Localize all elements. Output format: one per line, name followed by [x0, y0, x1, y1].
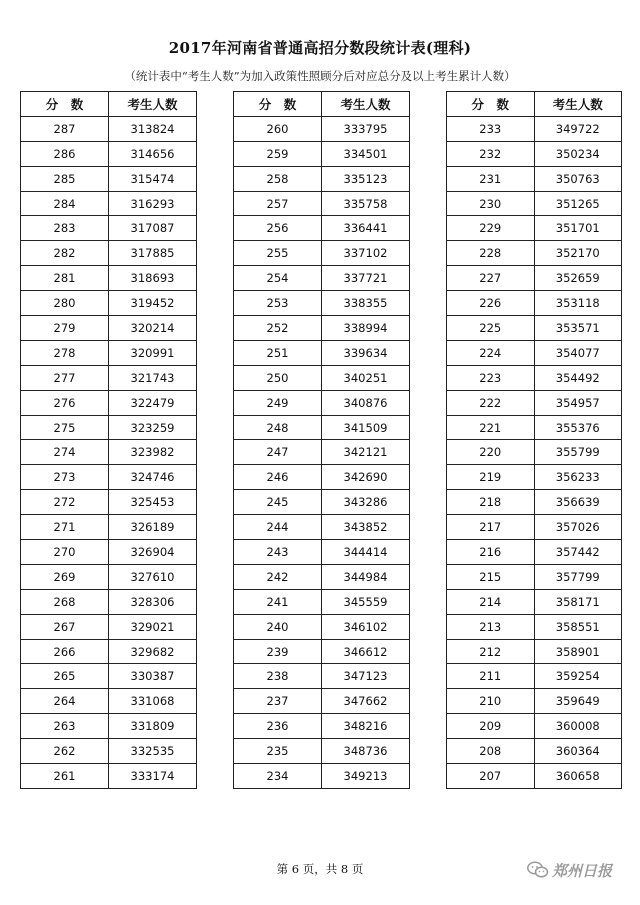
score-cell: 223 [447, 365, 535, 390]
table-row [21, 291, 197, 316]
score-cell: 238 [234, 664, 322, 689]
score-cell: 211 [447, 664, 535, 689]
count-cell: 329682 [109, 639, 197, 664]
table-row [447, 714, 622, 739]
score-cell: 270 [21, 540, 109, 565]
count-cell: 360658 [534, 764, 622, 789]
table-row [447, 639, 622, 664]
count-cell: 337102 [322, 241, 410, 266]
count-cell: 354957 [534, 390, 622, 415]
table-row [447, 390, 622, 415]
table-row [234, 390, 410, 415]
count-cell: 350763 [534, 166, 622, 191]
table-row [234, 490, 410, 515]
score-cell: 235 [234, 739, 322, 764]
score-cell: 287 [21, 116, 109, 141]
score-cell: 274 [21, 440, 109, 465]
count-cell: 350234 [534, 141, 622, 166]
count-cell: 333174 [109, 764, 197, 789]
table-row [234, 166, 410, 191]
score-cell: 280 [21, 291, 109, 316]
table-row [447, 316, 622, 341]
score-cell: 252 [234, 316, 322, 341]
score-cell: 232 [447, 141, 535, 166]
table-row [447, 415, 622, 440]
score-cell: 247 [234, 440, 322, 465]
page-footer: 第 6 页，共 8 页 [276, 862, 364, 876]
score-cell: 256 [234, 216, 322, 241]
table-row [447, 465, 622, 490]
table-row [447, 191, 622, 216]
count-column-header: 考生人数 [534, 92, 622, 117]
score-column-header: 分 数 [21, 92, 109, 117]
score-cell: 216 [447, 540, 535, 565]
score-cell: 279 [21, 316, 109, 341]
count-cell: 347662 [322, 689, 410, 714]
table-row [21, 216, 197, 241]
count-cell: 322479 [109, 390, 197, 415]
table-row [234, 664, 410, 689]
count-cell: 334501 [322, 141, 410, 166]
score-cell: 234 [234, 764, 322, 789]
table-row [234, 340, 410, 365]
table-row [447, 739, 622, 764]
table-row [447, 689, 622, 714]
watermark-logo [527, 859, 627, 881]
count-cell: 342121 [322, 440, 410, 465]
count-cell: 346102 [322, 614, 410, 639]
score-cell: 228 [447, 241, 535, 266]
table-row [21, 515, 197, 540]
table-row [234, 689, 410, 714]
count-cell: 347123 [322, 664, 410, 689]
score-cell: 240 [234, 614, 322, 639]
score-cell: 208 [447, 739, 535, 764]
score-cell: 207 [447, 764, 535, 789]
count-cell: 355376 [534, 415, 622, 440]
table-row [21, 714, 197, 739]
count-cell: 327610 [109, 564, 197, 589]
score-cell: 249 [234, 390, 322, 415]
score-cell: 214 [447, 589, 535, 614]
count-cell: 356233 [534, 465, 622, 490]
count-cell: 352170 [534, 241, 622, 266]
score-cell: 284 [21, 191, 109, 216]
table-row [447, 540, 622, 565]
count-cell: 341509 [322, 415, 410, 440]
table-row [234, 515, 410, 540]
score-cell: 259 [234, 141, 322, 166]
count-cell: 358171 [534, 589, 622, 614]
page-subtitle: （统计表中“考生人数”为加入政策性照顾分后对应总分及以上考生累计人数） [124, 69, 516, 83]
count-cell: 313824 [109, 116, 197, 141]
count-cell: 338994 [322, 316, 410, 341]
count-cell: 353118 [534, 291, 622, 316]
table-row [21, 764, 197, 789]
score-cell: 231 [447, 166, 535, 191]
table-row [447, 614, 622, 639]
score-column-header: 分 数 [234, 92, 322, 117]
score-cell: 271 [21, 515, 109, 540]
table-row [447, 365, 622, 390]
score-cell: 227 [447, 266, 535, 291]
count-cell: 326189 [109, 515, 197, 540]
score-cell: 272 [21, 490, 109, 515]
table-row [447, 266, 622, 291]
table-row [21, 490, 197, 515]
count-cell: 349722 [534, 116, 622, 141]
count-cell: 333795 [322, 116, 410, 141]
count-cell: 324746 [109, 465, 197, 490]
score-cell: 217 [447, 515, 535, 540]
table-header-row [234, 92, 410, 117]
count-cell: 317885 [109, 241, 197, 266]
score-cell: 254 [234, 266, 322, 291]
score-cell: 248 [234, 415, 322, 440]
score-cell: 219 [447, 465, 535, 490]
count-column-header: 考生人数 [109, 92, 197, 117]
score-column-header: 分 数 [447, 92, 535, 117]
table-row [447, 664, 622, 689]
score-table-1 [20, 91, 197, 789]
table-row [234, 614, 410, 639]
score-cell: 224 [447, 340, 535, 365]
score-cell: 260 [234, 116, 322, 141]
table-row [21, 141, 197, 166]
count-cell: 328306 [109, 589, 197, 614]
count-cell: 355799 [534, 440, 622, 465]
table-row [234, 739, 410, 764]
score-cell: 269 [21, 564, 109, 589]
table-row [21, 440, 197, 465]
table-row [234, 241, 410, 266]
count-cell: 314656 [109, 141, 197, 166]
table-row [234, 191, 410, 216]
table-row [21, 365, 197, 390]
count-cell: 357442 [534, 540, 622, 565]
score-cell: 209 [447, 714, 535, 739]
score-cell: 277 [21, 365, 109, 390]
table-row [21, 589, 197, 614]
table-row [21, 390, 197, 415]
count-cell: 332535 [109, 739, 197, 764]
count-cell: 349213 [322, 764, 410, 789]
count-cell: 343852 [322, 515, 410, 540]
count-cell: 318693 [109, 266, 197, 291]
count-cell: 339634 [322, 340, 410, 365]
table-row [234, 589, 410, 614]
score-cell: 237 [234, 689, 322, 714]
count-cell: 337721 [322, 266, 410, 291]
table-row [21, 664, 197, 689]
count-cell: 356639 [534, 490, 622, 515]
score-table-2 [233, 91, 410, 789]
score-cell: 258 [234, 166, 322, 191]
table-header-row [21, 92, 197, 117]
count-cell: 325453 [109, 490, 197, 515]
table-row [234, 440, 410, 465]
score-cell: 278 [21, 340, 109, 365]
count-cell: 340876 [322, 390, 410, 415]
count-cell: 319452 [109, 291, 197, 316]
score-cell: 275 [21, 415, 109, 440]
score-cell: 273 [21, 465, 109, 490]
score-cell: 286 [21, 141, 109, 166]
count-cell: 351701 [534, 216, 622, 241]
score-cell: 263 [21, 714, 109, 739]
count-cell: 315474 [109, 166, 197, 191]
score-cell: 245 [234, 490, 322, 515]
table-row [234, 415, 410, 440]
score-cell: 243 [234, 540, 322, 565]
table-row [21, 266, 197, 291]
table-row [21, 689, 197, 714]
score-cell: 220 [447, 440, 535, 465]
count-cell: 358551 [534, 614, 622, 639]
table-row [447, 116, 622, 141]
count-cell: 320214 [109, 316, 197, 341]
score-cell: 261 [21, 764, 109, 789]
table-row [234, 216, 410, 241]
score-cell: 210 [447, 689, 535, 714]
count-cell: 340251 [322, 365, 410, 390]
score-cell: 265 [21, 664, 109, 689]
table-row [234, 540, 410, 565]
count-cell: 345559 [322, 589, 410, 614]
count-cell: 354077 [534, 340, 622, 365]
count-cell: 335123 [322, 166, 410, 191]
table-row [447, 340, 622, 365]
score-cell: 233 [447, 116, 535, 141]
count-cell: 360008 [534, 714, 622, 739]
count-cell: 320991 [109, 340, 197, 365]
count-cell: 326904 [109, 540, 197, 565]
score-cell: 257 [234, 191, 322, 216]
count-cell: 323259 [109, 415, 197, 440]
count-cell: 352659 [534, 266, 622, 291]
score-cell: 266 [21, 639, 109, 664]
table-row [21, 316, 197, 341]
table-row [21, 340, 197, 365]
count-cell: 358901 [534, 639, 622, 664]
score-cell: 246 [234, 465, 322, 490]
score-cell: 251 [234, 340, 322, 365]
count-cell: 335758 [322, 191, 410, 216]
table-row [234, 465, 410, 490]
wechat-icon [527, 861, 549, 879]
table-row [21, 564, 197, 589]
table-row [21, 116, 197, 141]
table-row [234, 764, 410, 789]
count-cell: 354492 [534, 365, 622, 390]
score-cell: 239 [234, 639, 322, 664]
table-row [234, 365, 410, 390]
score-cell: 276 [21, 390, 109, 415]
score-cell: 226 [447, 291, 535, 316]
score-cell: 229 [447, 216, 535, 241]
table-row [447, 291, 622, 316]
score-cell: 221 [447, 415, 535, 440]
score-table-3 [446, 91, 622, 789]
score-cell: 213 [447, 614, 535, 639]
table-row [447, 241, 622, 266]
score-cell: 255 [234, 241, 322, 266]
count-cell: 359254 [534, 664, 622, 689]
count-cell: 343286 [322, 490, 410, 515]
count-cell: 336441 [322, 216, 410, 241]
table-row [21, 639, 197, 664]
count-cell: 357026 [534, 515, 622, 540]
table-row [234, 141, 410, 166]
count-cell: 316293 [109, 191, 197, 216]
table-header-row [447, 92, 622, 117]
score-cell: 267 [21, 614, 109, 639]
table-row [234, 639, 410, 664]
count-cell: 359649 [534, 689, 622, 714]
count-cell: 323982 [109, 440, 197, 465]
score-cell: 253 [234, 291, 322, 316]
count-cell: 351265 [534, 191, 622, 216]
count-cell: 342690 [322, 465, 410, 490]
score-cell: 212 [447, 639, 535, 664]
table-row [447, 764, 622, 789]
score-cell: 215 [447, 564, 535, 589]
count-cell: 331068 [109, 689, 197, 714]
count-cell: 329021 [109, 614, 197, 639]
count-cell: 321743 [109, 365, 197, 390]
count-cell: 331809 [109, 714, 197, 739]
count-cell: 346612 [322, 639, 410, 664]
score-cell: 242 [234, 564, 322, 589]
score-cell: 236 [234, 714, 322, 739]
page-title: 2017年河南省普通高招分数段统计表(理科) [168, 39, 472, 57]
score-cell: 282 [21, 241, 109, 266]
score-cell: 250 [234, 365, 322, 390]
table-row [21, 166, 197, 191]
count-cell: 348736 [322, 739, 410, 764]
count-cell: 348216 [322, 714, 410, 739]
score-cell: 268 [21, 589, 109, 614]
table-row [21, 614, 197, 639]
table-row [447, 141, 622, 166]
count-column-header: 考生人数 [322, 92, 410, 117]
watermark-text: 郑州日报 [552, 861, 613, 880]
score-cell: 264 [21, 689, 109, 714]
score-cell: 244 [234, 515, 322, 540]
count-cell: 344984 [322, 564, 410, 589]
table-row [234, 116, 410, 141]
table-row [447, 440, 622, 465]
count-cell: 353571 [534, 316, 622, 341]
table-row [21, 465, 197, 490]
count-cell: 338355 [322, 291, 410, 316]
count-cell: 360364 [534, 739, 622, 764]
score-cell: 225 [447, 316, 535, 341]
table-row [234, 714, 410, 739]
table-row [447, 166, 622, 191]
score-cell: 283 [21, 216, 109, 241]
score-cell: 285 [21, 166, 109, 191]
score-cell: 230 [447, 191, 535, 216]
score-cell: 241 [234, 589, 322, 614]
table-row [447, 564, 622, 589]
count-cell: 317087 [109, 216, 197, 241]
table-row [234, 291, 410, 316]
table-row [21, 241, 197, 266]
count-cell: 357799 [534, 564, 622, 589]
table-row [21, 415, 197, 440]
score-cell: 222 [447, 390, 535, 415]
table-row [447, 490, 622, 515]
table-row [21, 739, 197, 764]
score-cell: 281 [21, 266, 109, 291]
score-cell: 218 [447, 490, 535, 515]
table-row [234, 266, 410, 291]
table-row [21, 191, 197, 216]
table-row [447, 515, 622, 540]
count-cell: 344414 [322, 540, 410, 565]
score-cell: 262 [21, 739, 109, 764]
table-row [447, 589, 622, 614]
table-row [447, 216, 622, 241]
count-cell: 330387 [109, 664, 197, 689]
table-row [234, 564, 410, 589]
table-row [234, 316, 410, 341]
table-row [21, 540, 197, 565]
